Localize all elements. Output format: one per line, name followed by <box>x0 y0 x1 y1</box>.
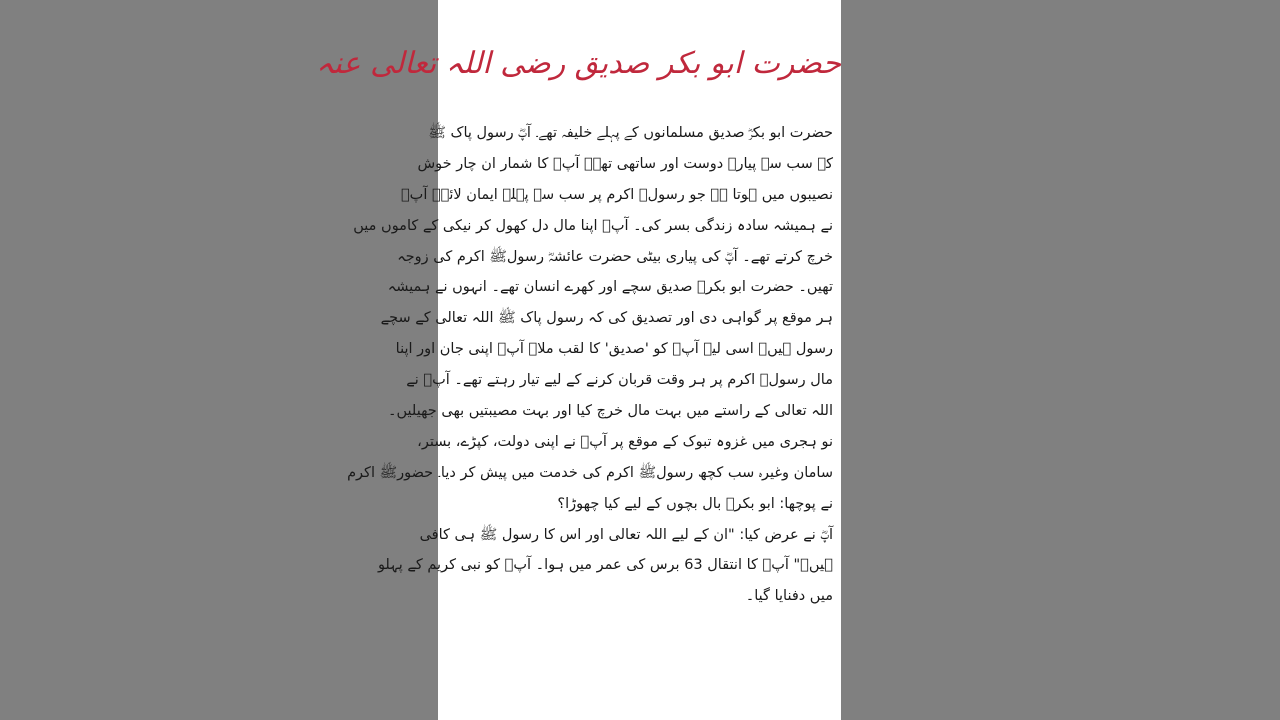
document-page <box>316 0 841 720</box>
text-line: نے پوچھا: ابو بکرؓ بال بچوں کے لیے کیا چھوڑا؟ <box>557 495 833 512</box>
text-line: رسول ہیں۔ اسی لیے آپؓ کو 'صدیق' کا لقب ملا۔ آپؓ اپنی جان اور اپنا <box>395 341 833 358</box>
text-line: اللہ تعالی کے راستے میں بہت مال خرچ کیا اور بہت مصیبتیں بھی جھیلیں۔ <box>388 403 833 420</box>
text-line: کے سب سے پیارے دوست اور ساتھی تھے۔ آپؓ کا شمار ان چار خوش <box>417 155 833 172</box>
text-line: سامان وغیرہ سب کچھ رسولﷺ اکرم کی خدمت میں پیش کر دیا۔ حضورﷺ اکرم <box>347 464 833 481</box>
text-line: آپؓ نے عرض کیا: "ان کے لیے اللہ تعالی اور اس کا رسول ﷺ ہی کافی <box>419 526 833 543</box>
text-line: حضرت ابو بکرؓ صدیق مسلمانوں کے پہلے خلیفہ تھے۔ آپؓ رسول پاک ﷺ <box>428 125 833 141</box>
text-line: نو ہجری میں غزوہ تبوک کے موقع پر آپؓ نے اپنی دولت، کپڑے، بستر، <box>417 433 833 450</box>
text-line: مال رسولﷺ اکرم پر ہر وقت قربان کرنے کے لیے تیار رہتے تھے۔ آپؓ نے <box>406 372 833 389</box>
text-line: ہیں۔" آپؓ کا انتقال 63 برس کی عمر میں ہوا۔ آپؓ کو نبی کریم کے پہلو <box>377 557 833 574</box>
text-line: خرچ کرتے تھے۔ آپؓ کی پیاری بیٹی حضرت عائشہؓ رسولﷺ اکرم کی زوجہ <box>397 248 833 265</box>
text-line: نصیبوں میں ہوتا ہے جو رسولﷺ اکرم پر سب سے پہلے ایمان لائے۔ آپؓ <box>400 186 833 203</box>
article-body <box>347 118 833 612</box>
text-line: ہر موقع پر گواہی دی اور تصدیق کی کہ رسول پاک ﷺ اللہ تعالی کے سچے <box>380 310 833 327</box>
text-line: نے ہمیشہ سادہ زندگی بسر کی۔ آپؓ اپنا مال دل کھول کر نیکی کے کاموں میں <box>353 217 833 234</box>
text-line: تھیں۔ حضرت ابو بکرؓ صدیق سچے اور کھرے انسان تھے۔ انہوں نے ہمیشہ <box>387 279 833 296</box>
page-title: حضرت ابو بکر صدیق رضی اللہ تعالی عنہ <box>316 46 841 81</box>
text-line: میں دفنایا گیا۔ <box>745 588 833 605</box>
